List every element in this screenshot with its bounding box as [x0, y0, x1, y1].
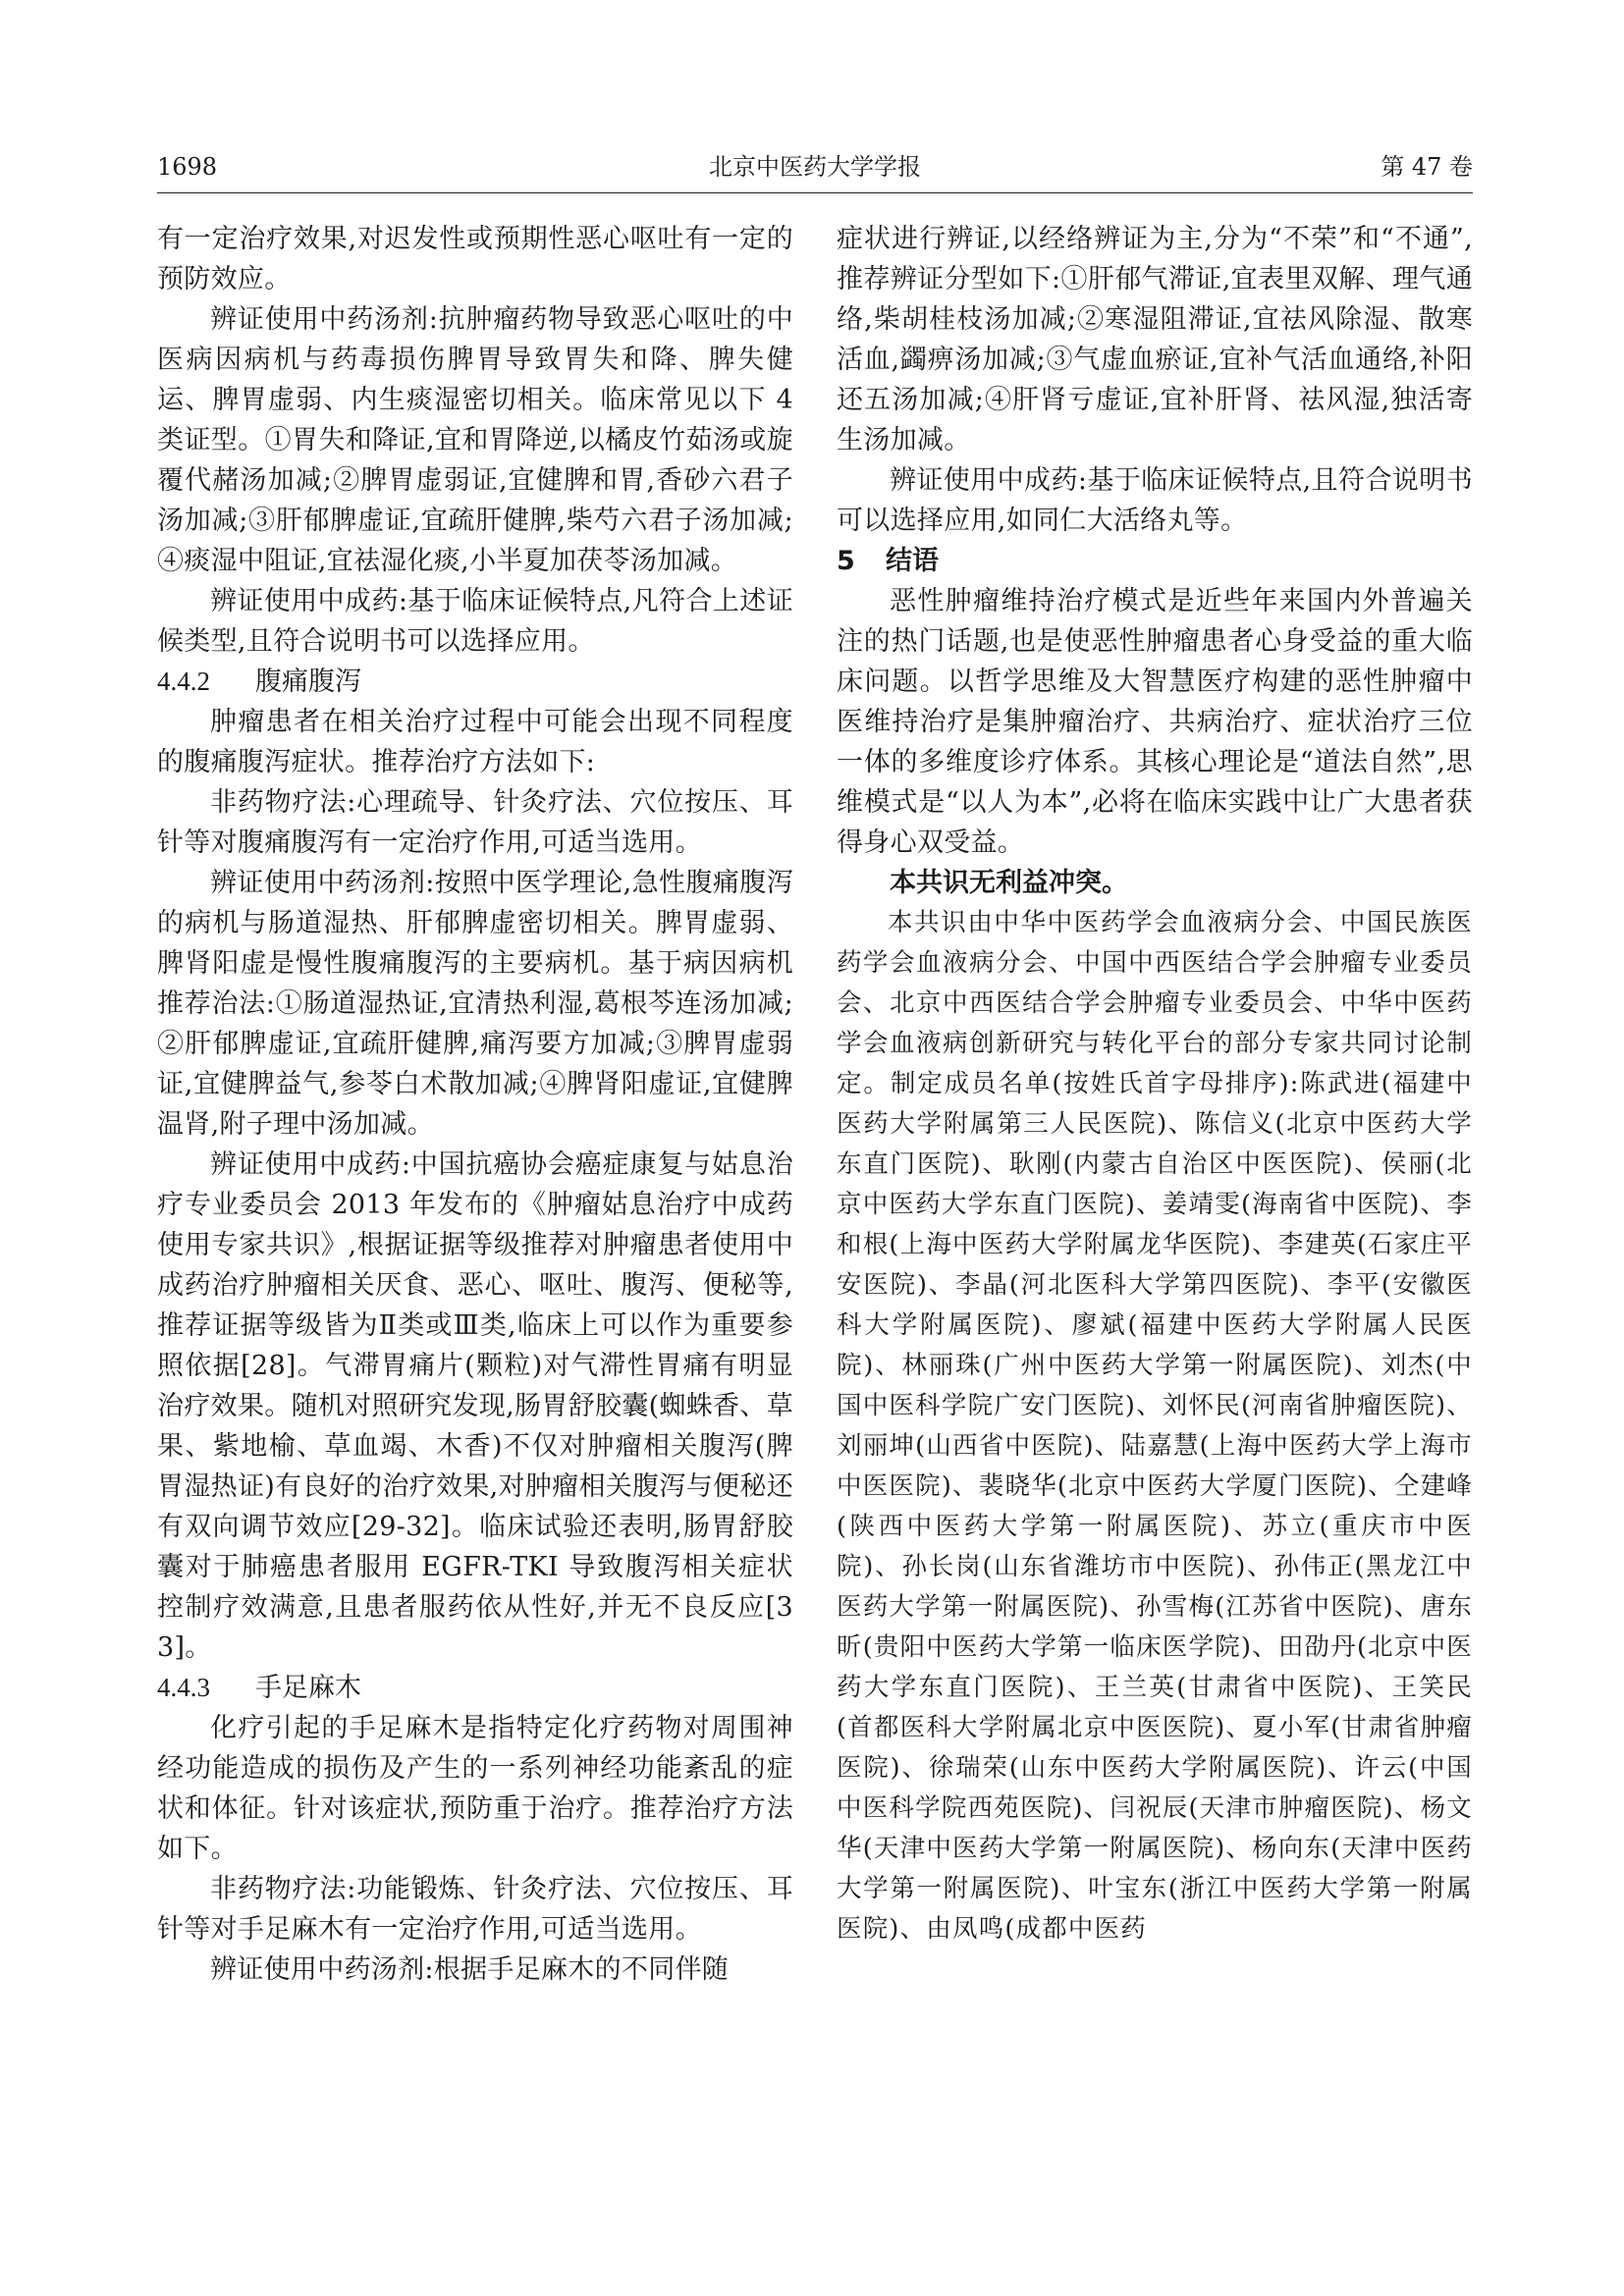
volume-label: 第 47 卷	[1380, 153, 1473, 181]
journal-name: 北京中医药大学学报	[709, 153, 921, 181]
section-title: 腹痛腹泻	[255, 667, 361, 697]
paragraph: 有一定治疗效果,对迟发性或预期性恶心呕吐有一定的预防效应。	[157, 224, 793, 294]
contributors-paragraph: 本共识由中华中医药学会血液病分会、中国民族医药学会血液病分会、中国中西医结合学会肿瘤专业委员会、北京中西医结合学会肿瘤专业委员会、中华中医药学会血液病创新研究与转化平台的部分专家共同讨论制定。制定成员名单(按姓氏首字母排序):陈武进(福建中医药大学附属第三人民医院)、陈信义(北京中医药大学东直门医院)、耿刚(内蒙古自治区中医医院)、侯丽(北京中医药大学东直门医院)、姜靖雯(海南省中医院)、李和根(上海中医药大学附属龙华医院)、李建英(石家庄平安医院)、李晶(河北医科大学第四医院)、李平(安徽医科大学附属医院)、廖斌(福建中医药大学附属人民医院)、林丽珠(广州中医药大学第一附属医院)、刘杰(中国中医科学院广安门医院)、刘怀民(河南省肿瘤医院)、刘丽坤(山西省中医院)、陆嘉慧(上海中医药大学上海市中医医院)、裴晓华(北京中医药大学厦门医院)、仝建峰(陕西中医药大学第一附属医院)、苏立(重庆市中医院)、孙长岗(山东省潍坊市中医院)、孙伟正(黑龙江中医药大学第一附属医院)、孙雪梅(江苏省中医院)、唐东昕(贵阳中医药大学第一临床医学院)、田劭丹(北京中医药大学东直门医院)、王兰英(甘肃省中医院)、王笑民(首都医科大学附属北京中医医院)、夏小军(甘肃省肿瘤医院)、徐瑞荣(山东中医药大学附属医院)、许云(中国中医科学院西苑医院)、闫祝辰(天津市肿瘤医院)、杨文华(天津中医药大学第一附属医院)、杨向东(天津中医药大学第一附属医院)、叶宝东(浙江中医药大学第一附属医院)、由凤鸣(成都中医药	[837, 908, 1473, 1944]
page-number: 1698	[157, 153, 218, 181]
paragraph: 辨证使用中药汤剂:按照中医学理论,急性腹痛腹泻的病机与肠道湿热、肝郁脾虚密切相关。脾胃虚弱、脾肾阳虚是慢性腹痛腹泻的主要病机。基于病因病机推荐治法:①肠道湿热证,宜清热利湿,葛根芩连汤加减;②肝郁脾虚证,宜疏肝健脾,痛泻要方加减;③脾胃虚弱证,宜健脾益气,参苓白术散加减;④脾肾阳虚证,宜健脾温肾,附子理中汤加减。	[157, 868, 793, 1140]
section-heading-4-4-2	[157, 662, 793, 702]
paragraph: 辨证使用中成药:基于临床证候特点,且符合说明书可以选择应用,如同仁大活络丸等。	[837, 465, 1473, 536]
section-heading-4-4-3	[157, 1668, 793, 1708]
paragraph: 非药物疗法:功能锻炼、针灸疗法、穴位按压、耳针等对手足麻木有一定治疗作用,可适当选用。	[157, 1874, 793, 1945]
section-number: 4.4.3	[157, 1673, 210, 1702]
paragraph: 非药物疗法:心理疏导、针灸疗法、穴位按压、耳针等对腹痛腹泻有一定治疗作用,可适当选用。	[157, 787, 793, 858]
section-title: 结语	[886, 546, 939, 576]
section-title: 手足麻木	[255, 1673, 361, 1703]
header-rule	[157, 192, 1473, 193]
section-number: 4.4.2	[157, 667, 210, 696]
section-number: 5	[837, 546, 855, 576]
paragraph: 辨证使用中药汤剂:根据手足麻木的不同伴随	[210, 1954, 730, 1985]
paragraph: 辨证使用中成药:基于临床证候特点,凡符合上述证候类型,且符合说明书可以选择应用。	[157, 586, 793, 657]
paragraph: 症状进行辨证,以经络辨证为主,分为“不荣”和“不通”,推荐辨证分型如下:①肝郁气滞证,宜表里双解、理气通络,柴胡桂枝汤加减;②寒湿阻滞证,宜祛风除湿、散寒活血,蠲痹汤加减;③气虚血瘀证,宜补气活血通络,补阳还五汤加减;④肝肾亏虚证,宜补肝肾、祛风湿,独活寄生汤加减。	[837, 224, 1473, 455]
paragraph: 辨证使用中成药:中国抗癌协会癌症康复与姑息治疗专业委员会 2013 年发布的《肿瘤姑息治疗中成药使用专家共识》,根据证据等级推荐对肿瘤患者使用中成药治疗肿瘤相关厌食、恶心、呕吐、腹泻、便秘等,推荐证据等级皆为Ⅱ类或Ⅲ类,临床上可以作为重要参照依据[28]。气滞胃痛片(颗粒)对气滞性胃痛有明显治疗效果。随机对照研究发现,肠胃舒胶囊(蜘蛛香、草果、紫地榆、草血竭、木香)不仅对肿瘤相关腹泻(脾胃湿热证)有良好的治疗效果,对肿瘤相关腹泻与便秘还有双向调节效应[29-32]。临床试验还表明,肠胃舒胶囊对于肺癌患者服用 EGFR-TKI 导致腹泻相关症状控制疗效满意,且患者服药依从性好,并无不良反应[33]。	[157, 1149, 793, 1663]
paragraph: 辨证使用中药汤剂:抗肿瘤药物导致恶心呕吐的中医病因病机与药毒损伤脾胃导致胃失和降、脾失健运、脾胃虚弱、内生痰湿密切相关。临床常见以下 4 类证型。①胃失和降证,宜和胃降逆,以橘皮竹茹汤或旋覆代赭汤加减;②脾胃虚弱证,宜健脾和胃,香砂六君子汤加减;③肝郁脾虚证,宜疏肝健脾,柴芍六君子汤加减;④痰湿中阻证,宜祛湿化痰,小半夏加茯苓汤加减。	[157, 304, 793, 576]
section-heading-5	[837, 541, 1473, 581]
paragraph: 肿瘤患者在相关治疗过程中可能会出现不同程度的腹痛腹泻症状。推荐治疗方法如下:	[157, 707, 793, 777]
paragraph: 恶性肿瘤维持治疗模式是近些年来国内外普遍关注的热门话题,也是使恶性肿瘤患者心身受益的重大临床问题。以哲学思维及大智慧医疗构建的恶性肿瘤中医维持治疗是集肿瘤治疗、共病治疗、症状治疗三位一体的多维度诊疗体系。其核心理论是“道法自然”,思维模式是“以人为本”,必将在临床实践中让广大患者获得身心双受益。	[837, 586, 1473, 858]
page-header	[157, 147, 1473, 187]
conflict-statement: 本共识无利益冲突。	[890, 868, 1128, 898]
left-column	[157, 219, 793, 1990]
paragraph: 化疗引起的手足麻木是指特定化疗药物对周围神经功能造成的损伤及产生的一系列神经功能紊乱的症状和体征。针对该症状,预防重于治疗。推荐治疗方法如下。	[157, 1713, 793, 1864]
right-column	[837, 219, 1473, 1949]
